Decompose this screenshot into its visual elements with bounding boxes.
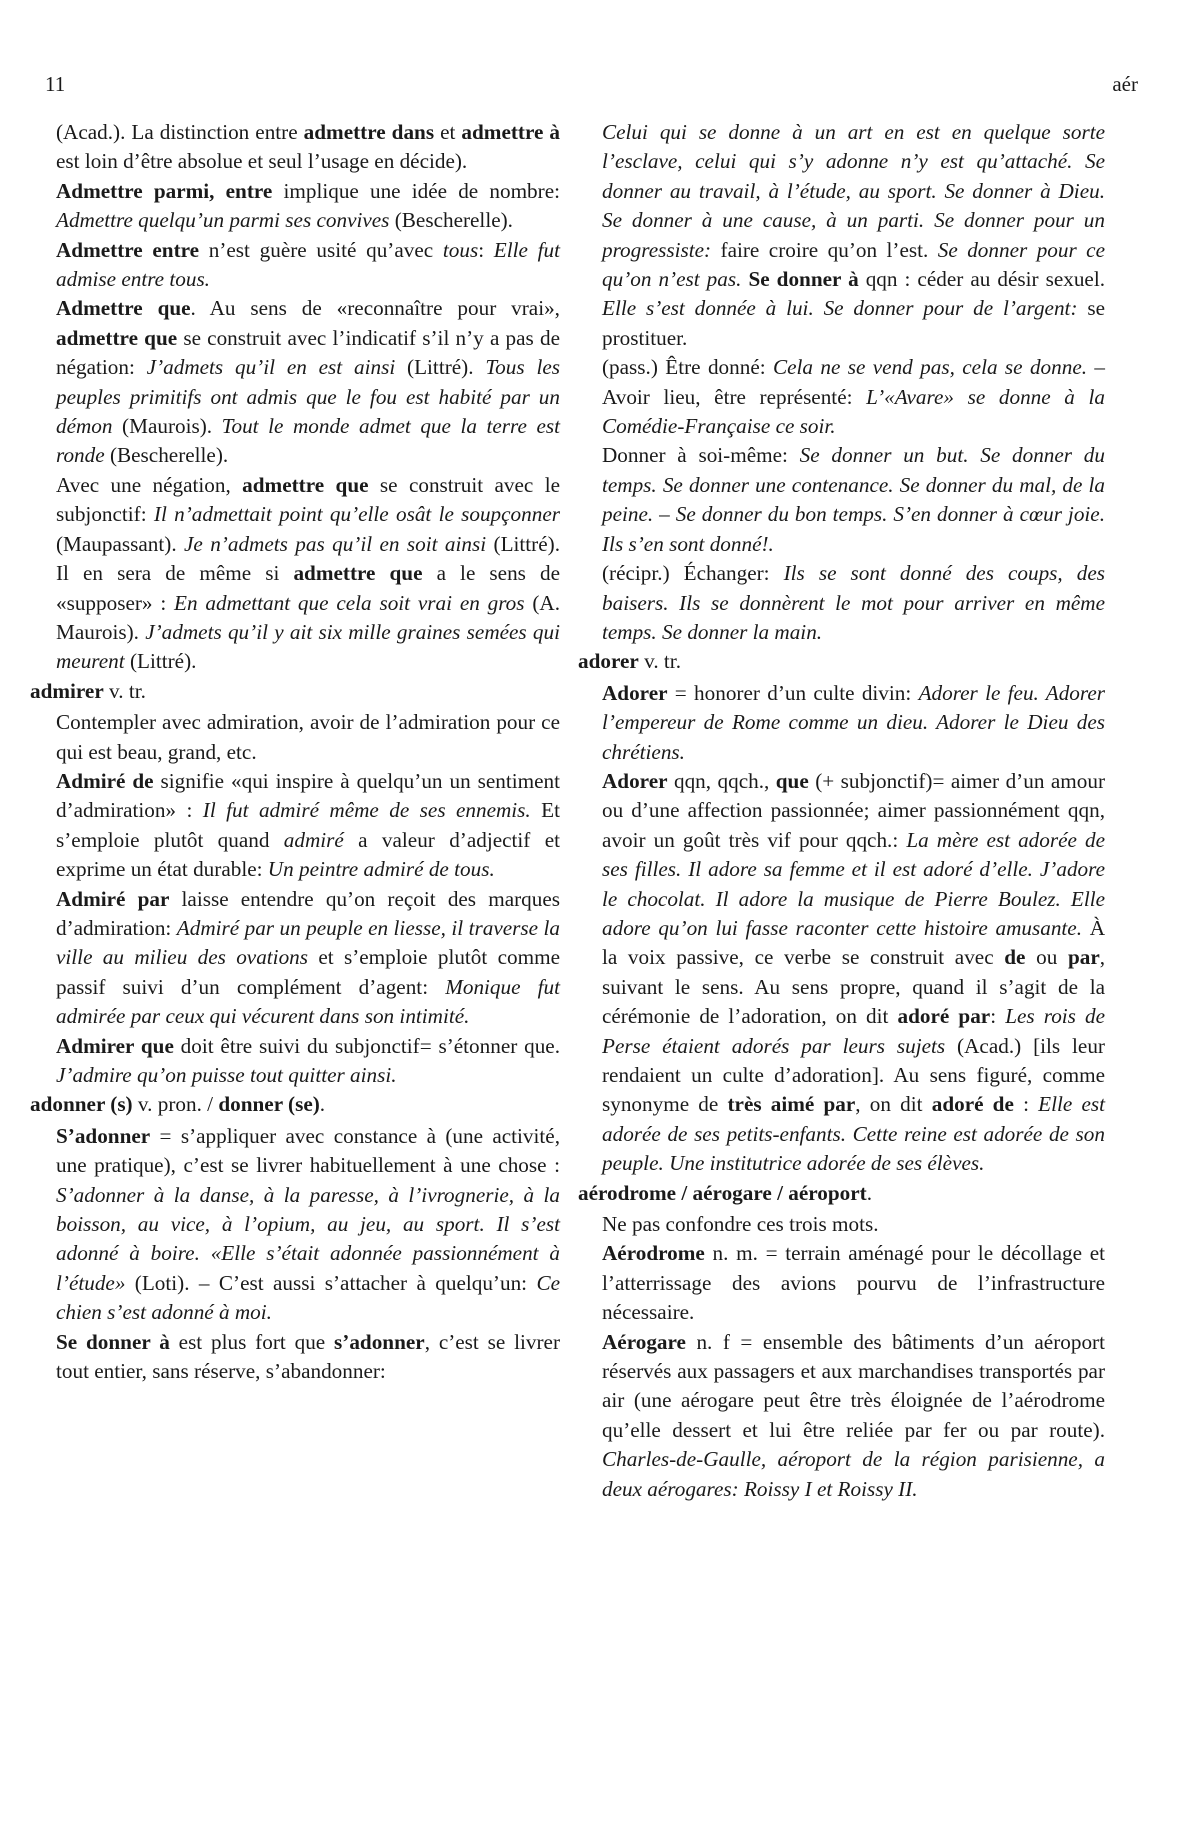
dictionary-paragraph	[30, 1328, 560, 1387]
bold-term: Adorer	[602, 768, 668, 793]
text-run: v. pron. /	[132, 1092, 219, 1117]
bold-term: admettre que	[293, 561, 423, 586]
text-run: (Littré).	[124, 649, 197, 674]
italic-example: Monique fut admirée par ceux qui vécurent dans son intimité.	[56, 974, 560, 1029]
bold-term: de	[1004, 945, 1026, 970]
dictionary-paragraph	[578, 559, 1105, 647]
italic-example: S’adonner à la danse, à la paresse, à l’ivrognerie, à la boisson, au vice, à l’opium, au jeu, au sport. Il s’est adonné à boire. «Elle s’était adonnée passionnément à l’étude»	[56, 1182, 560, 1295]
text-run: (+ subjonctif)= aimer d’un amour ou d’une affection passionnée; aimer passionnément qqn, avoir un goût très vif pour qqch.:	[602, 768, 1105, 852]
text-run: – Avoir lieu, être représenté:	[602, 355, 1106, 409]
bold-term: adoré de	[931, 1092, 1014, 1117]
dictionary-paragraph	[30, 236, 560, 295]
text-run: = honorer d’un culte divin:	[667, 680, 919, 705]
text-run: qqn : céder au désir sexuel.	[858, 267, 1105, 292]
bold-term: Se donner à	[56, 1329, 170, 1354]
bold-term: aérodrome / aérogare / aéroport	[578, 1180, 867, 1205]
italic-example: J’admire qu’on puisse tout quitter ainsi.	[56, 1063, 397, 1087]
bold-term: Admiré par	[56, 886, 170, 911]
text-run: se construit avec le subjonctif:	[56, 472, 560, 527]
text-run: (Acad.) [ils leur rendaient un culte d’adoration]. Au sens figuré, comme synonyme de	[602, 1033, 1105, 1117]
dictionary-paragraph	[578, 679, 1105, 767]
text-run: .	[319, 1092, 326, 1117]
bold-term: Admettre parmi, entre	[56, 178, 273, 203]
text-run: v. tr.	[638, 649, 681, 674]
dictionary-paragraph	[578, 767, 1105, 1179]
text-run: (pass.) Être donné:	[602, 355, 773, 380]
bold-term: admirer	[30, 678, 104, 703]
page-header	[45, 72, 1138, 102]
italic-example: Tous les peuples primitifs ont admis que le fou est habité par un démon	[56, 355, 560, 439]
italic-example: Ce chien s’est adonné à moi.	[56, 1270, 560, 1325]
italic-example: Elle est adorée de ses petits-enfants. Cette reine est adorée de son peuple. Une institutrice adorée de ses élèves.	[602, 1092, 1105, 1176]
dictionary-paragraph	[30, 1122, 560, 1328]
bold-term: Aérodrome	[602, 1241, 705, 1266]
text-run: n. m. = terrain aménagé pour le décollage et l’atterrissage des avions pourvu de l’infrastructure nécessaire.	[602, 1241, 1105, 1325]
bold-term: Aérogare	[602, 1329, 686, 1354]
text-run: (Maupassant).	[56, 531, 185, 556]
text-run: :	[990, 1004, 1006, 1029]
text-run: (Maurois).	[112, 414, 222, 439]
text-run: est plus fort que	[169, 1329, 335, 1354]
dictionary-paragraph	[30, 118, 560, 177]
dictionary-paragraph	[578, 118, 1105, 353]
bold-term: S’adonner	[56, 1123, 151, 1148]
italic-example: Celui qui se donne à un art en est en quelque sorte l’esclave, celui qui s’y adonne n’y est qu’attaché. Se donner au travail, à l’étude, au sport. Se donner à Dieu. Se donner à une cause, à un parti. Se donner pour un progressiste:	[602, 120, 1105, 262]
bold-term: admettre dans	[303, 120, 435, 144]
text-run: (Acad.). La distinction entre	[56, 120, 304, 144]
text-run: et s’emploie plutôt comme passif suivi d’un complément d’agent:	[56, 945, 560, 999]
dictionary-paragraph	[30, 767, 560, 885]
text-run: a le sens de «supposer» :	[56, 561, 560, 615]
dictionary-headword-line	[30, 677, 560, 706]
text-run: (Bescherelle).	[104, 443, 229, 468]
text-run: n’est guère usité qu’avec	[199, 237, 443, 262]
text-run: et	[434, 120, 462, 144]
italic-example: J’admets qu’il en est ainsi	[146, 355, 396, 380]
italic-example: Je n’admets pas qu’il en soit ainsi	[184, 531, 487, 556]
italic-example: La mère est adorée de ses filles. Il adore sa femme et il est adoré d’elle. J’adore le chocolat. Il adore la musique de Pierre Boulez. Elle adore qu’on lui fasse raconter cette histoire amusante.	[602, 827, 1105, 940]
bold-term: que	[775, 768, 809, 793]
dictionary-paragraph	[30, 708, 560, 767]
bold-term: Adorer	[602, 680, 668, 705]
right-column	[578, 118, 1105, 1504]
text-run: , c’est se livrer tout entier, sans réserve, s’abandonner:	[56, 1329, 561, 1384]
text-run: Avec une négation,	[56, 472, 243, 497]
text-run: v. tr.	[103, 678, 146, 703]
left-column	[30, 118, 560, 1386]
dictionary-paragraph	[30, 1032, 560, 1091]
bold-term: Admettre que	[56, 296, 191, 321]
running-head: aér	[1112, 72, 1138, 96]
text-run: doit être suivi du subjonctif= s’étonner que.	[173, 1033, 560, 1058]
bold-term: Admettre entre	[56, 237, 200, 262]
text-run: (Littré). Il en sera de même si	[56, 531, 560, 586]
dictionary-paragraph	[30, 177, 560, 236]
italic-example: Les rois de Perse étaient adorés par leurs sujets	[602, 1004, 1106, 1058]
text-run: implique une idée de nombre:	[272, 178, 560, 203]
text-run: ou	[1025, 945, 1068, 970]
bold-term: adoré par	[897, 1004, 991, 1029]
page-number: 11	[45, 72, 66, 96]
text-run: est loin d’être absolue et seul l’usage en décide).	[56, 149, 468, 174]
bold-term: Admiré de	[56, 768, 154, 793]
italic-example: Adorer le feu. Adorer l’empereur de Rome comme un dieu. Adorer le Dieu des chrétiens.	[602, 680, 1105, 764]
italic-example: Admiré par un peuple en liesse, il traverse la ville au milieu des ovations	[56, 915, 560, 970]
bold-term: très aimé par	[727, 1092, 856, 1117]
bold-term: adorer	[578, 649, 639, 674]
dictionary-paragraph	[30, 294, 560, 470]
text-run: (Bescherelle).	[389, 208, 513, 233]
text-run: :	[478, 237, 494, 262]
italic-example: Se donner un but. Se donner du temps. Se donner une contenance. Se donner du mal, de la peine. – Se donner du bon temps. S’en donner à cœur joie. Ils s’en sont donné!.	[602, 443, 1105, 556]
dictionary-paragraph	[578, 353, 1105, 441]
text-run: = s’appliquer avec constance à (une activité, une pratique), c’est se livrer habituellement à une chose :	[56, 1123, 560, 1178]
bold-term: donner (se)	[218, 1092, 320, 1117]
text-run: Contempler avec admiration, avoir de l’admiration pour ce qui est beau, grand, etc.	[56, 710, 560, 764]
bold-term: admettre à	[461, 120, 561, 144]
text-run: (Littré).	[395, 355, 486, 380]
text-run: (A. Maurois).	[56, 590, 560, 644]
text-run: faire croire qu’on l’est.	[711, 237, 938, 262]
italic-example: L’«Avare» se donne à la Comédie-Française ce soir.	[602, 384, 1105, 439]
italic-example: J’admets qu’il y ait six mille graines semées qui meurent	[56, 619, 560, 674]
text-run: se construit avec l’indicatif s’il n’y a pas de négation:	[56, 325, 560, 380]
italic-example: Tout le monde admet que la terre est ronde	[56, 414, 560, 468]
text-run: (récipr.) Échanger:	[602, 561, 784, 586]
italic-example: Ils se sont donné des coups, des baisers. Ils se donnèrent le mot pour arriver en même temps. Se donner la main.	[602, 561, 1106, 644]
italic-example: Admettre quelqu’un parmi ses convives	[56, 208, 390, 233]
bold-term: admettre que	[56, 325, 178, 350]
bold-term: par	[1067, 945, 1100, 970]
dictionary-paragraph	[578, 1328, 1105, 1504]
dictionary-headword-line	[30, 1090, 560, 1119]
dictionary-paragraph	[578, 441, 1105, 559]
text-run: Et s’emploie plutôt quand	[56, 798, 560, 852]
italic-example: Un peintre admiré de tous.	[267, 857, 495, 882]
text-run: . Au sens de «reconnaître pour vrai»,	[190, 296, 560, 321]
text-run: , on dit	[855, 1092, 932, 1117]
text-run: Ne pas confondre ces trois mots.	[602, 1212, 879, 1237]
text-run: (Loti). – C’est aussi s’attacher à quelqu’un:	[125, 1270, 537, 1295]
italic-example: Charles-de-Gaulle, aéroport de la région parisienne, a deux aérogares: Roissy I et Roissy II.	[602, 1447, 1105, 1501]
italic-example: admiré	[283, 827, 344, 852]
text-run: qqn, qqch.,	[667, 768, 776, 793]
italic-example: Il n’admettait point qu’elle osât le soupçonner	[153, 502, 560, 527]
italic-example: Il fut admiré même de ses ennemis.	[202, 798, 531, 823]
text-run: À la voix passive, ce verbe se construit avec	[602, 915, 1105, 970]
dictionary-paragraph	[578, 1210, 1105, 1239]
bold-term: adonner (s)	[30, 1092, 133, 1117]
text-run: Donner à soi-même:	[602, 443, 800, 468]
text-run: laisse entendre qu’on reçoit des marques d’admiration:	[56, 886, 560, 940]
text-run: a valeur d’adjectif et exprime un état durable:	[56, 827, 560, 882]
dictionary-headword-line	[578, 1179, 1105, 1208]
dictionary-paragraph	[30, 471, 560, 677]
bold-term: Se donner à	[748, 267, 859, 292]
bold-term: admettre que	[242, 472, 369, 497]
italic-example: Elle s’est donnée à lui. Se donner pour de l’argent:	[602, 296, 1078, 321]
italic-example: Se donner pour ce qu’on n’est pas.	[602, 237, 1105, 292]
text-run: signifie «qui inspire à quelqu’un un sentiment d’admiration» :	[56, 768, 560, 823]
italic-example: Elle fut admise entre tous.	[56, 237, 560, 292]
text-run: se prostituer.	[602, 296, 1105, 350]
italic-example: tous	[442, 237, 479, 262]
bold-term: s’adonner	[334, 1329, 425, 1354]
dictionary-paragraph	[30, 885, 560, 1032]
italic-example: Cela ne se vend pas, cela se donne.	[772, 355, 1088, 380]
text-run: , suivant le sens. Au sens propre, quand il s’agit de la cérémonie de l’adoration, on dit	[602, 945, 1106, 1029]
italic-example: En admettant que cela soit vrai en gros	[174, 590, 525, 615]
dictionary-paragraph	[578, 1239, 1105, 1327]
bold-term: Admirer que	[56, 1033, 174, 1058]
dictionary-headword-line	[578, 647, 1105, 676]
text-run: :	[1013, 1092, 1039, 1117]
text-run: n. f = ensemble des bâtiments d’un aéroport réservés aux passagers et aux marchandises transportés par air (une aérogare peut être très éloignée de l’aérodrome qu’elle dessert et lui être reliée par fer ou par route).	[602, 1329, 1105, 1442]
text-run: .	[866, 1180, 872, 1205]
